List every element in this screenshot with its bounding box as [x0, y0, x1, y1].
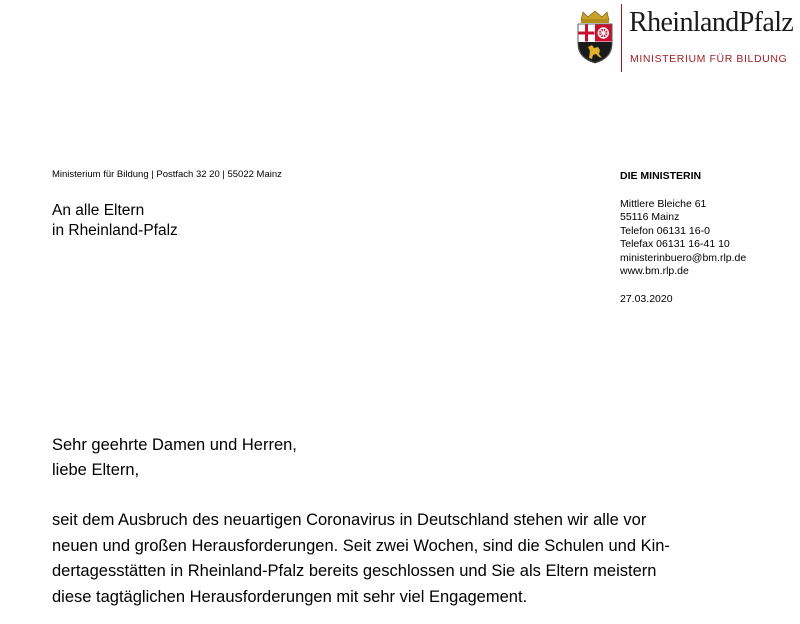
body-line: diese tagtäglichen Herausforderungen mit sehr viel Engagement.: [52, 587, 528, 606]
sender-contact: [620, 198, 746, 279]
ministry-logo: [573, 4, 793, 74]
logo-divider: [621, 4, 622, 72]
recipient-address: [52, 201, 178, 241]
sender-return-address: Ministerium für Bildung | Postfach 32 20 | 55022 Mainz: [52, 169, 282, 180]
letterhead-sidebar: [620, 170, 746, 306]
salutation: [52, 433, 297, 483]
rlp-coat-of-arms-icon: [575, 10, 615, 64]
contact-line: Telefon 06131 16-0: [620, 224, 710, 237]
letter-date: 27.03.2020: [620, 292, 673, 305]
sender-role: DIE MINISTERIN: [620, 170, 702, 182]
body-line: seit dem Ausbruch des neuartigen Coronavirus in Deutschland stehen wir alle vor: [52, 511, 647, 529]
contact-line: Telefax 06131 16-41 10: [620, 238, 730, 250]
recipient-line: An alle Eltern: [52, 202, 145, 219]
body-line: neuen und großen Herausforderungen. Seit zwei Wochen, sind die Schulen und Kin-: [52, 536, 670, 555]
letter-body: [52, 508, 670, 610]
body-line: dertagesstätten in Rheinland-Pfalz bereits geschlossen und Sie als Eltern meistern: [52, 562, 657, 580]
contact-email: ministerinbuero@bm.rlp.de: [620, 251, 747, 264]
contact-line: 55116 Mainz: [620, 211, 680, 223]
contact-website: www.bm.rlp.de: [620, 265, 689, 277]
salutation-line: Sehr geehrte Damen und Herren,: [52, 436, 297, 454]
salutation-line: liebe Eltern,: [52, 461, 140, 479]
contact-line: Mittlere Bleiche 61: [620, 197, 707, 210]
recipient-line: in Rheinland-Pfalz: [52, 222, 178, 239]
logo-ministry-name: MINISTERIUM FÜR BILDUNG: [630, 53, 788, 65]
logo-wordmark: RheinlandPfalz: [629, 7, 794, 38]
